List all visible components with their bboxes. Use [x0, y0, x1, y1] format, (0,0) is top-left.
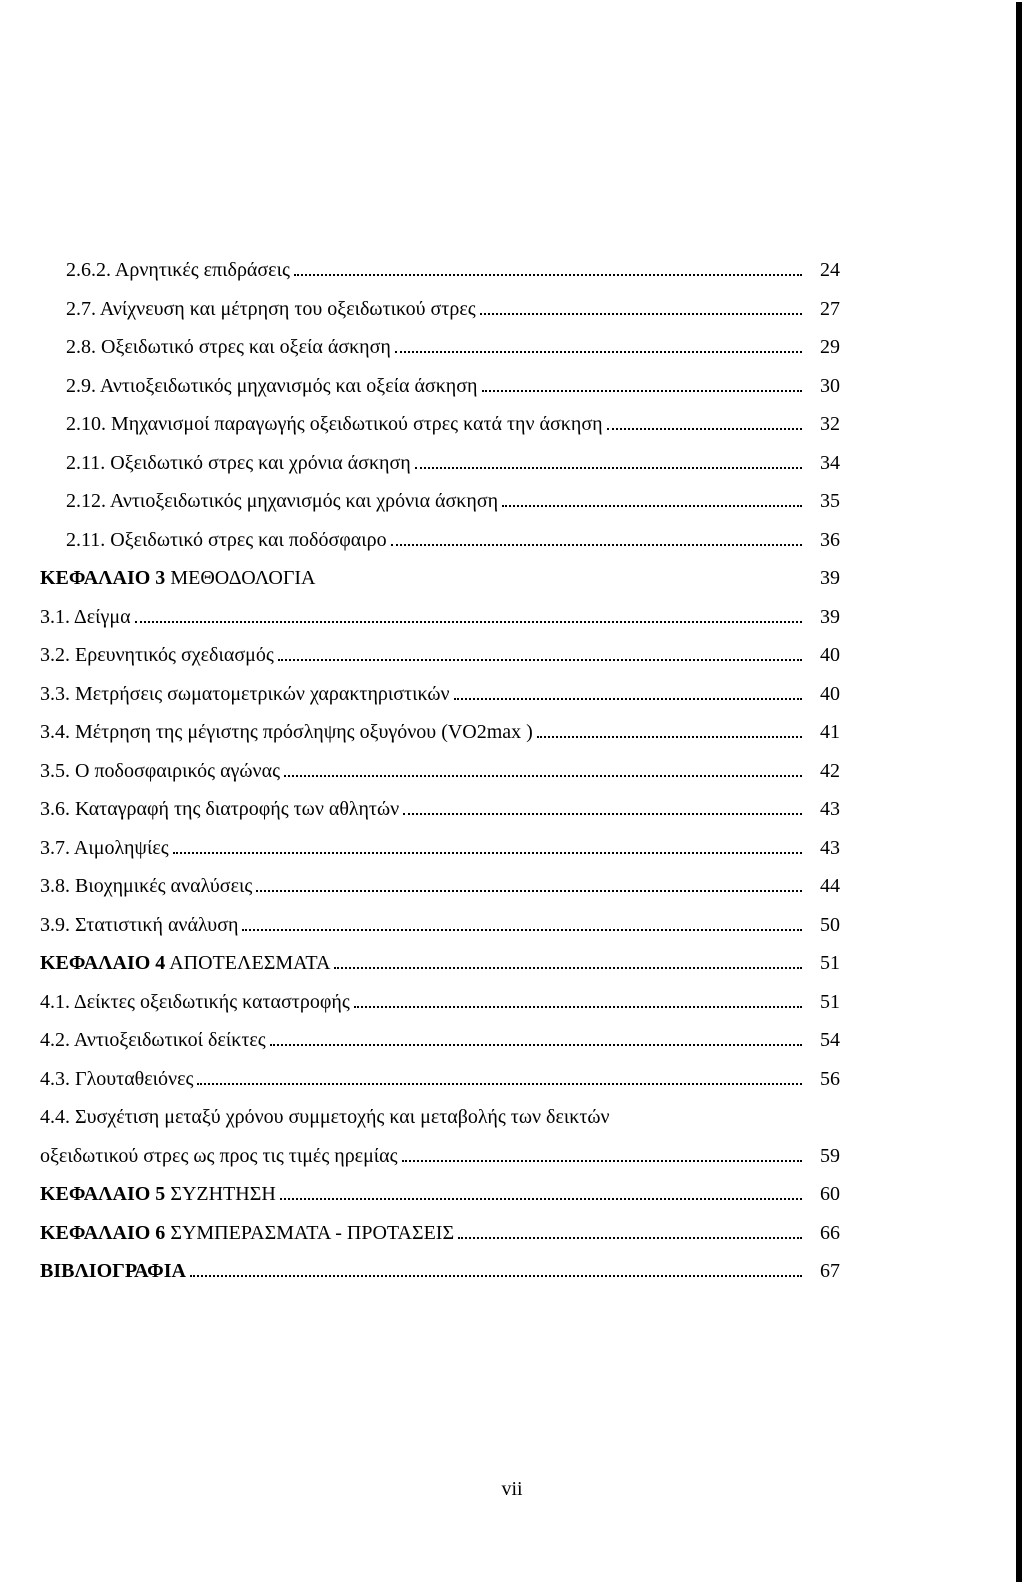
toc-entry	[40, 874, 840, 913]
toc-entry-label: 3.2. Ερευνητικός σχεδιασμός	[40, 644, 274, 666]
toc-chapter-entry	[40, 1182, 840, 1221]
toc-entry-page: 43	[820, 836, 840, 859]
dot-leader	[242, 929, 802, 931]
table-of-contents	[40, 258, 840, 1298]
toc-entry-page: 60	[820, 1183, 840, 1205]
chapter-title: ΜΕΘΟΔΟΛΟΓΙΑ	[170, 567, 316, 589]
toc-entry-page: 27	[820, 297, 840, 320]
toc-chapter-label	[40, 566, 315, 590]
toc-entry-label: 4.4. Συσχέτιση μεταξύ χρόνου συμμετοχής και μεταβολής των δεικτών	[40, 1106, 610, 1128]
toc-entry-page: 51	[820, 952, 840, 974]
dot-leader	[284, 775, 802, 777]
toc-entry-label: 2.11. Οξειδωτικό στρες και ποδόσφαιρο	[66, 528, 387, 551]
toc-entry	[40, 1105, 840, 1144]
toc-entry-label: 3.3. Μετρήσεις σωματομετρικών χαρακτηριστικών	[40, 682, 450, 705]
dot-leader	[502, 505, 802, 507]
toc-entry-label: 2.10. Μηχανισμοί παραγωγής οξειδωτικού στρες κατά την άσκηση	[66, 413, 603, 435]
toc-entry-label: 3.5. Ο ποδοσφαιρικός αγώνας	[40, 759, 280, 782]
toc-entry	[40, 836, 840, 875]
toc-entry	[40, 605, 840, 644]
toc-entry-label: 2.11. Οξειδωτικό στρες και χρόνια άσκηση	[66, 451, 411, 474]
dot-leader	[354, 1006, 802, 1008]
dot-leader	[402, 1160, 802, 1162]
toc-entry-label: 4.2. Αντιοξειδωτικοί δείκτες	[40, 1029, 266, 1051]
toc-entry-page: 39	[820, 605, 840, 628]
toc-entry-label: οξειδωτικού στρες ως προς τις τιμές ηρεμίας	[40, 1144, 398, 1167]
chapter-title: ΣΥΜΠΕΡΑΣΜΑΤΑ - ΠΡΟΤΑΣΕΙΣ	[170, 1221, 455, 1244]
toc-entry-label: 2.7. Ανίχνευση και μέτρηση του οξειδωτικού στρες	[66, 297, 476, 320]
toc-entry-label: 3.6. Καταγραφή της διατροφής των αθλητών	[40, 798, 400, 820]
toc-entry	[40, 258, 840, 297]
toc-entry-page: 54	[820, 1029, 840, 1051]
dot-leader	[334, 967, 802, 969]
dot-leader	[391, 544, 802, 546]
page-edge-bar	[1016, 2, 1022, 1582]
toc-entry-page: 67	[820, 1260, 840, 1282]
dot-leader	[280, 1198, 802, 1200]
toc-entry-page: 32	[820, 413, 840, 435]
toc-entry-label: 2.9. Αντιοξειδωτικός μηχανισμός και οξεία άσκηση	[66, 374, 478, 397]
dot-leader	[480, 313, 802, 315]
toc-entry-page: 41	[820, 721, 840, 743]
toc-chapter-label	[40, 951, 330, 975]
toc-entry-page: 66	[820, 1221, 840, 1244]
dot-leader	[197, 1083, 802, 1085]
toc-chapter-label	[40, 1221, 454, 1245]
toc-entry-label: ΒΙΒΛΙΟΓΡΑΦΙΑ	[40, 1260, 186, 1282]
toc-entry-label: 3.7. Αιμοληψίες	[40, 836, 169, 859]
toc-entry-page: 39	[820, 567, 840, 589]
toc-entry-page: 50	[820, 913, 840, 936]
dot-leader	[454, 698, 802, 700]
dot-leader	[270, 1044, 802, 1046]
toc-entry	[40, 412, 840, 451]
dot-leader	[395, 351, 802, 353]
chapter-prefix: ΚΕΦΑΛΑΙΟ 3	[40, 567, 166, 589]
toc-entry	[40, 374, 840, 413]
toc-entry-label: 3.1. Δείγμα	[40, 605, 131, 628]
toc-entry-label: 3.8. Βιοχημικές αναλύσεις	[40, 875, 253, 897]
dot-leader	[458, 1237, 802, 1239]
toc-entry-label: 2.12. Αντιοξειδωτικός μηχανισμός και χρόνια άσκηση	[66, 490, 499, 512]
toc-entry	[40, 489, 840, 528]
toc-entry-page: 51	[820, 990, 840, 1013]
toc-entry-page: 40	[820, 644, 840, 666]
toc-entry	[40, 1028, 840, 1067]
dot-leader	[294, 274, 802, 276]
dot-leader	[607, 428, 802, 430]
chapter-title: ΑΠΟΤΕΛΕΣΜΑΤΑ	[169, 952, 331, 974]
dot-leader	[403, 813, 802, 815]
dot-leader	[135, 621, 802, 623]
toc-entry	[40, 797, 840, 836]
toc-entry-label: 3.9. Στατιστική ανάλυση	[40, 913, 239, 936]
toc-entry	[40, 682, 840, 721]
toc-entry-label: 2.8. Οξειδωτικό στρες και οξεία άσκηση	[66, 336, 391, 358]
toc-entry	[40, 643, 840, 682]
toc-entry-label: 4.3. Γλουταθειόνες	[40, 1067, 194, 1090]
toc-entry	[40, 528, 840, 567]
dot-leader	[256, 890, 802, 892]
dot-leader	[482, 390, 803, 392]
chapter-prefix: ΚΕΦΑΛΑΙΟ 6	[40, 1221, 166, 1244]
toc-entry-page: 59	[820, 1144, 840, 1167]
toc-entry	[40, 759, 840, 798]
page-number: vii	[501, 1478, 523, 1500]
toc-entry-label: 4.1. Δείκτες οξειδωτικής καταστροφής	[40, 990, 350, 1013]
toc-entry-page: 43	[820, 798, 840, 820]
toc-chapter-entry	[40, 951, 840, 990]
toc-entry-page: 40	[820, 682, 840, 705]
toc-chapter-label	[40, 1182, 276, 1206]
dot-leader	[415, 467, 802, 469]
toc-entry-continuation	[40, 1144, 840, 1183]
dot-leader	[537, 736, 802, 738]
toc-bibliography-entry	[40, 1259, 840, 1298]
toc-entry	[40, 297, 840, 336]
chapter-prefix: ΚΕΦΑΛΑΙΟ 4	[40, 952, 166, 974]
chapter-prefix: ΚΕΦΑΛΑΙΟ 5	[40, 1183, 166, 1205]
dot-leader	[173, 852, 802, 854]
toc-chapter-entry	[40, 1221, 840, 1260]
toc-entry	[40, 1067, 840, 1106]
toc-entry-page: 24	[820, 259, 840, 281]
dot-leader	[278, 659, 802, 661]
toc-entry	[40, 990, 840, 1029]
toc-entry	[40, 335, 840, 374]
toc-entry-page: 29	[820, 336, 840, 358]
toc-entry-page: 36	[820, 528, 840, 551]
chapter-title: ΣΥΖΗΤΗΣΗ	[170, 1183, 276, 1205]
toc-entry-page: 34	[820, 451, 840, 474]
toc-entry-page: 44	[820, 875, 840, 897]
dot-leader	[190, 1275, 802, 1277]
toc-entry-page: 56	[820, 1067, 840, 1090]
toc-entry-label: 3.4. Μέτρηση της μέγιστης πρόσληψης οξυγόνου (VO2max )	[40, 721, 533, 743]
toc-entry	[40, 451, 840, 490]
toc-entry-label: 2.6.2. Αρνητικές επιδράσεις	[66, 259, 290, 281]
toc-entry	[40, 913, 840, 952]
toc-entry-page: 42	[820, 759, 840, 782]
toc-entry-page: 30	[820, 374, 840, 397]
toc-entry	[40, 720, 840, 759]
toc-entry-page: 35	[820, 490, 840, 512]
toc-chapter-entry	[40, 566, 840, 605]
